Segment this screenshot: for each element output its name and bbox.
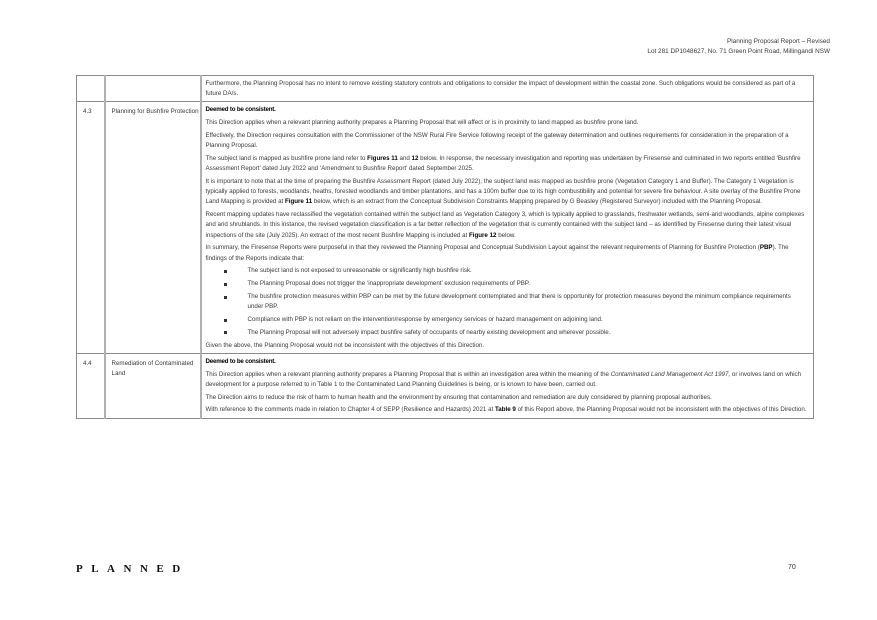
directions-table xyxy=(76,75,814,419)
text: of this Report above, the Planning Proposal would not be inconsistent with the objectives of this Direction. xyxy=(515,406,807,414)
paragraph xyxy=(206,370,808,390)
abbreviation: PBP xyxy=(759,244,773,252)
text: This Direction applies when a relevant planning authority prepares a Planning Proposal that is within an investigation area within the meaning of the xyxy=(205,370,611,378)
list-item-text: The subject land is not exposed to unreasonable or significantly high bushfire risk. xyxy=(247,267,472,275)
list-item xyxy=(206,279,808,289)
list-item-text: The bushfire protection measures within PBP can be met by the future development contemplated and that there is opportunity for protection measures beyond the minimum compliance requirements under PBP. xyxy=(247,293,791,311)
report-title: Planning Proposal Report – Revised xyxy=(726,38,830,45)
paragraph: Effectively, the Direction requires consultation with the Commissioner of the NSW Rural Fire Service following receipt of the gateway determination and outlines requirements for consideration in the preparation of a Planning Proposal. xyxy=(205,132,789,150)
direction-topic: Planning for Bushfire Protection xyxy=(105,102,201,353)
list-item xyxy=(206,328,808,338)
findings-list xyxy=(206,266,808,338)
list-item xyxy=(206,266,808,276)
paragraph: The Direction aims to reduce the risk of harm to human health and the environment by ensuring that contamination and remediation are duly considered by planning proposal authorities. xyxy=(205,393,712,401)
table-row xyxy=(77,102,814,353)
list-item xyxy=(206,292,808,312)
list-item-text: Compliance with PBP is not reliant on the intervention/response by emergency services or hazard management on adjoining land. xyxy=(247,316,603,323)
direction-response xyxy=(201,76,814,102)
bullet-icon xyxy=(224,270,227,273)
direction-number xyxy=(77,76,105,102)
page-number: 70 xyxy=(788,564,796,571)
act-title: Contaminated Land Management Act 1997, xyxy=(610,370,731,378)
table-row xyxy=(77,353,814,418)
list-item-text: The Planning Proposal does not trigger the ‘inappropriate development’ exclusion requirements of PBP. xyxy=(247,280,530,288)
text: or involves land on which development for a purpose referred to in Table 1 to the Contaminated Land Planning Guidelines is being, or is known to have been, carried out. xyxy=(205,370,802,388)
figure-reference: Figures 11 xyxy=(367,155,398,162)
direction-topic: Remediation of Contaminated Land xyxy=(105,353,201,418)
paragraph: This Direction applies when a relevant planning authority prepares a Planning Proposal that will affect or is in proximity to land mapped as bushfire prone land. xyxy=(205,119,639,127)
text: below. xyxy=(496,231,516,239)
text: It is important to note that at the time of preparing the Bushfire Assessment Report (dated July 2022), the subject land was mapped as bushfire prone (Vegetation Category 1 and Buffer). The Category 1 Vegetation is typically applied to forests, woodlands, heaths, forested woodlands and timber plantations, and has a 100m buffer due to its high combustibility and potential for severe fire behaviour. A site overlay of the Bushfire Prone Land Mapping is provided at xyxy=(205,178,801,206)
text: below. In response, the necessary investigation and reporting was undertaken by Firesense and culminated in two reports entitled ‘Bushfire Assessment Report’ dated July 2022 and ‘Amendment to Bushfire Report’ dated September 2025. xyxy=(205,155,801,173)
bullet-icon xyxy=(224,331,227,334)
text: With reference to the comments made in relation to Chapter 4 of SEPP (Resilience and Hazards) 2021 at xyxy=(205,406,495,414)
table-reference: Table 9 xyxy=(494,406,516,414)
page-header xyxy=(647,37,830,56)
bullet-icon xyxy=(224,283,227,286)
figure-reference: 12 xyxy=(411,155,419,162)
paragraph xyxy=(206,177,808,208)
direction-number: 4.3 xyxy=(77,102,105,353)
text: and xyxy=(397,155,412,162)
list-item xyxy=(206,315,808,325)
bullet-icon xyxy=(224,319,227,322)
paragraph xyxy=(206,210,808,241)
direction-response xyxy=(201,102,814,353)
figure-reference: Figure 11 xyxy=(284,198,313,206)
paragraph xyxy=(206,405,808,415)
paragraph xyxy=(206,243,808,263)
text: The subject land is mapped as bushfire prone land refer to xyxy=(205,155,368,162)
text: Recent mapping updates have reclassified the vegetation contained within the subject land as Vegetation Category 3, which is typically applied to grasslands, freshwater wetlands, semi-arid woodlands, alpine complexes and arid shrublands. In this instance, the revised vegetation classification is a far better reflection of the vegetation that is currently contained with the subject land – as identified by Firesense during their latest visual inspections of the site (July 2025). An extract of the most recent Bushfire Mapping is included at xyxy=(205,211,805,239)
text: ). The findings of the Reports indicate that: xyxy=(205,244,789,262)
direction-number: 4.4 xyxy=(77,353,105,418)
paragraph xyxy=(206,154,808,174)
list-item-text: The Planning Proposal will not adversely impact bushfire safety of occupants of nearby existing development and wherever possible. xyxy=(247,328,611,336)
planned-logo: PLANNED xyxy=(76,563,189,575)
text: In summary, the Firesense Reports were purposeful in that they reviewed the Planning Proposal and Conceptual Subdivision Layout against the relevant requirements of Planning for Bushfire Protection ( xyxy=(205,244,760,252)
consistency-status: Deemed to be consistent. xyxy=(205,357,276,365)
direction-response xyxy=(201,353,814,418)
table-row xyxy=(77,76,814,102)
site-address: Lot 281 DP1048627, No. 71 Green Point Road, Millingandi NSW xyxy=(647,47,830,55)
bullet-icon xyxy=(224,296,227,299)
paragraph: Furthermore, the Planning Proposal has no intent to remove existing statutory controls and obligations to consider the impact of development within the coastal zone. Such obligations would be considered as part of a future DA/s. xyxy=(205,80,796,98)
consistency-status: Deemed to be consistent. xyxy=(205,106,276,114)
paragraph: Given the above, the Planning Proposal would not be inconsistent with the objectives of this Direction. xyxy=(205,341,485,349)
figure-reference: Figure 12 xyxy=(468,231,497,239)
text: below, which is an extract from the Conceptual Subdivision Constraints Mapping prepared by G Beasley (Registered Surveyor) included with the Planning Proposal. xyxy=(312,198,763,206)
direction-topic xyxy=(105,76,201,102)
